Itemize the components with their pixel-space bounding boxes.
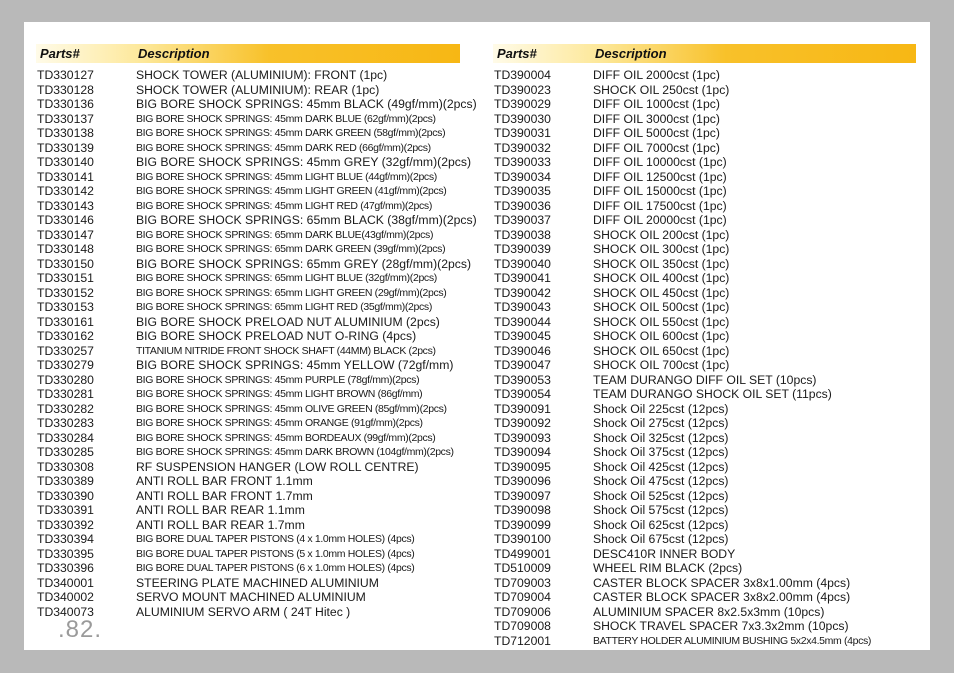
part-number: TD390094 bbox=[494, 445, 551, 459]
part-description: WHEEL RIM BLACK (2pcs) bbox=[593, 561, 743, 575]
parts-table-left bbox=[36, 44, 477, 619]
table-row bbox=[36, 83, 460, 98]
part-description: BIG BORE SHOCK SPRINGS: 65mm LIGHT BLUE (32gf/mm)(2pcs) bbox=[136, 272, 437, 284]
part-description: BIG BORE SHOCK SPRINGS: 45mm ORANGE (91gf/mm)(2pcs) bbox=[136, 417, 423, 429]
part-number: TD330279 bbox=[37, 358, 94, 372]
part-number: TD390046 bbox=[494, 343, 551, 358]
part-description: Shock Oil 425cst (12pcs) bbox=[593, 459, 729, 474]
table-row bbox=[36, 286, 460, 301]
part-description: DIFF OIL 1000cst (1pc) bbox=[593, 97, 720, 111]
part-number: TD510009 bbox=[494, 561, 551, 575]
part-number: TD330396 bbox=[37, 561, 94, 575]
part-number: TD499001 bbox=[494, 546, 551, 561]
part-description: DIFF OIL 12500cst (1pc) bbox=[593, 169, 727, 184]
part-number: TD390036 bbox=[494, 198, 551, 213]
table-row bbox=[36, 590, 460, 605]
part-description: BIG BORE SHOCK SPRINGS: 45mm DARK BLUE (62gf/mm)(2pcs) bbox=[136, 112, 436, 125]
part-number: TD390043 bbox=[494, 300, 551, 314]
table-row bbox=[36, 561, 460, 576]
part-description: DIFF OIL 2000cst (1pc) bbox=[593, 68, 720, 82]
part-number: TD390097 bbox=[494, 488, 551, 503]
part-number: TD390100 bbox=[494, 532, 551, 546]
part-number: TD390098 bbox=[494, 503, 551, 517]
part-number: TD330281 bbox=[37, 387, 94, 401]
table-row bbox=[493, 605, 930, 620]
part-description: SHOCK OIL 450cst (1pc) bbox=[593, 285, 730, 300]
part-number: TD709003 bbox=[494, 575, 551, 590]
part-description: Shock Oil 675cst (12pcs) bbox=[593, 532, 729, 546]
page-number: .82. bbox=[58, 616, 103, 643]
table-row bbox=[493, 561, 930, 576]
table-row bbox=[493, 590, 930, 605]
part-description: BIG BORE SHOCK SPRINGS: 65mm DARK GREEN (39gf/mm)(2pcs) bbox=[136, 243, 446, 255]
header-parts-label: Parts# bbox=[497, 46, 537, 61]
part-description: ANTI ROLL BAR FRONT 1.1mm bbox=[136, 474, 313, 488]
part-description: SHOCK OIL 200cst (1pc) bbox=[593, 227, 730, 242]
table-row bbox=[493, 547, 930, 562]
part-number: TD330283 bbox=[37, 416, 94, 430]
part-number: TD330392 bbox=[37, 517, 94, 532]
part-description: Shock Oil 275cst (12pcs) bbox=[593, 416, 729, 430]
table-row bbox=[36, 228, 460, 243]
part-description: DIFF OIL 5000cst (1pc) bbox=[593, 126, 720, 140]
table-row bbox=[493, 315, 930, 330]
part-number: TD340001 bbox=[37, 575, 94, 590]
part-description: BIG BORE SHOCK SPRINGS: 65mm LIGHT GREEN (29gf/mm)(2pcs) bbox=[136, 286, 447, 299]
table-row bbox=[493, 619, 930, 634]
part-number: TD390099 bbox=[494, 517, 551, 532]
part-description: BIG BORE DUAL TAPER PISTONS (5 x 1.0mm HOLES) (4pcs) bbox=[136, 547, 415, 560]
parts-list-right bbox=[493, 68, 930, 648]
part-description: STEERING PLATE MACHINED ALUMINIUM bbox=[136, 575, 379, 590]
part-description: CASTER BLOCK SPACER 3x8x2.00mm (4pcs) bbox=[593, 590, 851, 604]
part-number: TD330152 bbox=[37, 285, 94, 300]
table-row bbox=[36, 126, 460, 141]
part-description: DIFF OIL 17500cst (1pc) bbox=[593, 198, 727, 213]
table-header bbox=[36, 44, 460, 63]
table-row bbox=[36, 489, 460, 504]
part-description: BIG BORE SHOCK SPRINGS: 45mm DARK RED (66gf/mm)(2pcs) bbox=[136, 141, 431, 154]
part-number: TD330151 bbox=[37, 271, 94, 285]
part-description: SHOCK OIL 500cst (1pc) bbox=[593, 300, 730, 314]
part-description: SHOCK TOWER (ALUMINIUM): REAR (1pc) bbox=[136, 82, 380, 97]
table-row bbox=[36, 445, 460, 460]
part-number: TD390042 bbox=[494, 285, 551, 300]
part-number: TD330394 bbox=[37, 532, 94, 546]
part-number: TD390041 bbox=[494, 271, 551, 285]
table-row bbox=[36, 300, 460, 315]
part-description: Shock Oil 225cst (12pcs) bbox=[593, 401, 729, 416]
table-row bbox=[493, 97, 930, 112]
part-description: ALUMINIUM SERVO ARM ( 24T Hitec ) bbox=[136, 604, 351, 619]
part-number: TD390030 bbox=[494, 111, 551, 126]
table-row bbox=[36, 170, 460, 185]
part-description: Shock Oil 575cst (12pcs) bbox=[593, 503, 729, 517]
part-description: BIG BORE SHOCK PRELOAD NUT ALUMINIUM (2pcs) bbox=[136, 314, 440, 329]
part-description: BIG BORE SHOCK SPRINGS: 45mm DARK GREEN (58gf/mm)(2pcs) bbox=[136, 127, 446, 139]
parts-table-right bbox=[493, 44, 930, 648]
part-description: BIG BORE SHOCK SPRINGS: 45mm BLACK (49gf/mm)(2pcs) bbox=[136, 97, 477, 111]
part-number: TD330136 bbox=[37, 97, 94, 111]
part-description: TEAM DURANGO SHOCK OIL SET (11pcs) bbox=[593, 387, 832, 401]
part-number: TD330139 bbox=[37, 140, 94, 155]
table-row bbox=[36, 271, 460, 286]
table-row bbox=[36, 68, 460, 83]
part-description: SHOCK OIL 350cst (1pc) bbox=[593, 256, 730, 271]
part-number: TD330162 bbox=[37, 329, 94, 343]
table-row bbox=[493, 199, 930, 214]
part-number: TD330143 bbox=[37, 198, 94, 213]
part-number: TD340002 bbox=[37, 590, 94, 604]
table-row bbox=[493, 184, 930, 199]
part-number: TD712001 bbox=[494, 633, 551, 648]
header-description-label: Description bbox=[595, 46, 667, 61]
part-number: TD709004 bbox=[494, 590, 551, 604]
table-row bbox=[36, 329, 460, 344]
table-row bbox=[493, 503, 930, 518]
part-description: TEAM DURANGO DIFF OIL SET (10pcs) bbox=[593, 372, 817, 387]
part-number: TD390091 bbox=[494, 401, 551, 416]
table-row bbox=[493, 271, 930, 286]
table-row bbox=[36, 373, 460, 388]
part-number: TD330148 bbox=[37, 242, 94, 256]
part-description: BIG BORE SHOCK SPRINGS: 45mm OLIVE GREEN (85gf/mm)(2pcs) bbox=[136, 402, 447, 415]
part-description: SHOCK OIL 250cst (1pc) bbox=[593, 82, 730, 97]
header-parts-label: Parts# bbox=[40, 46, 80, 61]
table-row bbox=[493, 155, 930, 170]
part-number: TD390054 bbox=[494, 387, 551, 401]
part-number: TD330141 bbox=[37, 169, 94, 184]
table-row bbox=[36, 199, 460, 214]
part-number: TD390031 bbox=[494, 126, 551, 140]
part-description: BIG BORE SHOCK SPRINGS: 65mm BLACK (38gf/mm)(2pcs) bbox=[136, 213, 477, 227]
table-row bbox=[493, 141, 930, 156]
table-row bbox=[493, 373, 930, 388]
part-description: BIG BORE SHOCK SPRINGS: 45mm YELLOW (72gf/mm) bbox=[136, 358, 454, 372]
table-row bbox=[36, 112, 460, 127]
part-number: TD330127 bbox=[37, 68, 94, 82]
table-row bbox=[36, 141, 460, 156]
part-number: TD330153 bbox=[37, 300, 94, 314]
table-row bbox=[493, 126, 930, 141]
part-number: TD330146 bbox=[37, 213, 94, 227]
header-description-label: Description bbox=[138, 46, 210, 61]
part-description: ANTI ROLL BAR FRONT 1.7mm bbox=[136, 488, 313, 503]
table-row bbox=[493, 634, 930, 649]
part-description: BIG BORE SHOCK SPRINGS: 45mm BORDEAUX (99gf/mm)(2pcs) bbox=[136, 431, 436, 444]
part-number: TD390038 bbox=[494, 227, 551, 242]
table-row bbox=[493, 460, 930, 475]
part-description: DIFF OIL 20000cst (1pc) bbox=[593, 213, 727, 227]
table-row bbox=[493, 344, 930, 359]
part-number: TD390037 bbox=[494, 213, 551, 227]
part-number: TD390034 bbox=[494, 169, 551, 184]
table-row bbox=[493, 518, 930, 533]
part-description: DIFF OIL 15000cst (1pc) bbox=[593, 184, 727, 198]
part-number: TD390004 bbox=[494, 68, 551, 82]
table-row bbox=[493, 402, 930, 417]
table-row bbox=[493, 532, 930, 547]
part-description: ANTI ROLL BAR REAR 1.7mm bbox=[136, 517, 305, 532]
part-description: DIFF OIL 10000cst (1pc) bbox=[593, 155, 727, 169]
part-description: BIG BORE DUAL TAPER PISTONS (4 x 1.0mm HOLES) (4pcs) bbox=[136, 533, 415, 545]
part-description: BIG BORE SHOCK SPRINGS: 45mm LIGHT BROWN (86gf/mm) bbox=[136, 388, 423, 400]
part-description: SHOCK OIL 650cst (1pc) bbox=[593, 343, 730, 358]
part-description: BIG BORE SHOCK SPRINGS: 45mm GREY (32gf/mm)(2pcs) bbox=[136, 155, 472, 169]
table-row bbox=[493, 300, 930, 315]
part-description: BIG BORE SHOCK SPRINGS: 45mm LIGHT GREEN (41gf/mm)(2pcs) bbox=[136, 185, 447, 197]
part-number: TD390044 bbox=[494, 314, 551, 329]
table-row bbox=[493, 213, 930, 228]
part-number: TD709008 bbox=[494, 619, 551, 633]
part-number: TD390032 bbox=[494, 140, 551, 155]
part-number: TD390045 bbox=[494, 329, 551, 343]
part-number: TD330280 bbox=[37, 372, 94, 387]
table-row bbox=[493, 576, 930, 591]
part-number: TD390033 bbox=[494, 155, 551, 169]
table-row bbox=[36, 256, 472, 272]
part-number: TD330282 bbox=[37, 401, 94, 416]
table-row bbox=[493, 387, 930, 402]
table-row bbox=[36, 532, 460, 547]
table-row bbox=[36, 402, 460, 417]
part-number: TD330140 bbox=[37, 155, 94, 169]
part-description: SHOCK OIL 400cst (1pc) bbox=[593, 271, 730, 285]
part-description: DIFF OIL 7000cst (1pc) bbox=[593, 140, 720, 155]
part-number: TD330308 bbox=[37, 459, 94, 474]
part-number: TD330395 bbox=[37, 546, 94, 561]
part-description: BIG BORE SHOCK SPRINGS: 65mm LIGHT RED (35gf/mm)(2pcs) bbox=[136, 301, 432, 313]
part-number: TD330150 bbox=[37, 256, 94, 271]
table-row bbox=[493, 112, 930, 127]
part-number: TD340073 bbox=[37, 604, 94, 619]
table-row bbox=[36, 518, 460, 533]
table-row bbox=[493, 257, 930, 272]
part-description: DIFF OIL 3000cst (1pc) bbox=[593, 111, 720, 126]
table-row bbox=[36, 503, 460, 518]
table-row bbox=[493, 170, 930, 185]
part-number: TD330391 bbox=[37, 503, 94, 517]
part-description: BIG BORE SHOCK PRELOAD NUT O-RING (4pcs) bbox=[136, 329, 417, 343]
part-number: TD390096 bbox=[494, 474, 551, 488]
table-row bbox=[36, 431, 460, 446]
part-number: TD330137 bbox=[37, 111, 94, 126]
table-row bbox=[493, 358, 930, 373]
table-row bbox=[36, 97, 477, 112]
table-row bbox=[493, 489, 930, 504]
table-row bbox=[493, 68, 930, 83]
part-number: TD330142 bbox=[37, 184, 94, 198]
part-number: TD390029 bbox=[494, 97, 551, 111]
part-description: SHOCK TOWER (ALUMINIUM): FRONT (1pc) bbox=[136, 68, 388, 82]
part-description: BIG BORE SHOCK SPRINGS: 45mm DARK BROWN (104gf/mm)(2pcs) bbox=[136, 446, 454, 458]
part-description: TITANIUM NITRIDE FRONT SHOCK SHAFT (44MM) BLACK (2pcs) bbox=[136, 344, 436, 357]
part-number: TD330138 bbox=[37, 126, 94, 140]
table-row bbox=[493, 242, 930, 257]
table-header bbox=[493, 44, 916, 63]
table-row bbox=[493, 83, 930, 98]
part-number: TD390035 bbox=[494, 184, 551, 198]
part-description: RF SUSPENSION HANGER (LOW ROLL CENTRE) bbox=[136, 459, 419, 474]
table-row bbox=[36, 547, 460, 562]
part-number: TD330389 bbox=[37, 474, 94, 488]
part-number: TD390093 bbox=[494, 430, 551, 445]
table-row bbox=[36, 460, 460, 475]
part-number: TD390095 bbox=[494, 459, 551, 474]
part-number: TD330284 bbox=[37, 430, 94, 445]
part-description: BIG BORE SHOCK SPRINGS: 45mm PURPLE (78gf/mm)(2pcs) bbox=[136, 373, 420, 386]
part-number: TD330257 bbox=[37, 343, 94, 358]
part-description: SERVO MOUNT MACHINED ALUMINIUM bbox=[136, 590, 366, 604]
table-row bbox=[36, 387, 460, 402]
table-row bbox=[36, 344, 460, 359]
part-description: DESC410R INNER BODY bbox=[593, 546, 736, 561]
part-description: SHOCK OIL 700cst (1pc) bbox=[593, 358, 730, 372]
part-description: BIG BORE SHOCK SPRINGS: 45mm LIGHT RED (47gf/mm)(2pcs) bbox=[136, 199, 432, 212]
part-description: ANTI ROLL BAR REAR 1.1mm bbox=[136, 503, 305, 517]
part-description: BIG BORE DUAL TAPER PISTONS (6 x 1.0mm HOLES) (4pcs) bbox=[136, 562, 415, 574]
table-row bbox=[493, 228, 930, 243]
part-description: BATTERY HOLDER ALUMINIUM BUSHING 5x2x4.5mm (4pcs) bbox=[593, 634, 872, 647]
part-description: BIG BORE SHOCK SPRINGS: 45mm LIGHT BLUE (44gf/mm)(2pcs) bbox=[136, 170, 437, 183]
table-row bbox=[493, 445, 930, 460]
catalog-page bbox=[24, 22, 930, 650]
table-row bbox=[493, 329, 930, 344]
part-number: TD330161 bbox=[37, 314, 94, 329]
part-number: TD390023 bbox=[494, 82, 551, 97]
part-description: Shock Oil 525cst (12pcs) bbox=[593, 488, 729, 503]
table-row bbox=[493, 286, 930, 301]
table-row bbox=[36, 155, 472, 170]
table-row bbox=[36, 416, 460, 431]
part-description: SHOCK OIL 300cst (1pc) bbox=[593, 242, 730, 256]
part-number: TD330390 bbox=[37, 488, 94, 503]
part-description: CASTER BLOCK SPACER 3x8x1.00mm (4pcs) bbox=[593, 575, 851, 590]
part-number: TD330285 bbox=[37, 445, 94, 459]
table-row bbox=[493, 474, 930, 489]
part-description: SHOCK OIL 550cst (1pc) bbox=[593, 314, 730, 329]
part-description: Shock Oil 625cst (12pcs) bbox=[593, 517, 729, 532]
table-row bbox=[36, 358, 460, 373]
part-number: TD390040 bbox=[494, 256, 551, 271]
table-row bbox=[36, 315, 460, 330]
part-description: BIG BORE SHOCK SPRINGS: 65mm DARK BLUE(43gf/mm)(2pcs) bbox=[136, 228, 434, 241]
part-description: SHOCK OIL 600cst (1pc) bbox=[593, 329, 730, 343]
table-row bbox=[36, 242, 460, 257]
table-row bbox=[493, 416, 930, 431]
part-description: Shock Oil 475cst (12pcs) bbox=[593, 474, 729, 488]
part-number: TD390047 bbox=[494, 358, 551, 372]
part-description: BIG BORE SHOCK SPRINGS: 65mm GREY (28gf/mm)(2pcs) bbox=[136, 256, 472, 271]
parts-list-left bbox=[36, 68, 477, 619]
table-row bbox=[36, 213, 477, 228]
part-number: TD390092 bbox=[494, 416, 551, 430]
part-description: Shock Oil 325cst (12pcs) bbox=[593, 430, 729, 445]
table-row bbox=[493, 431, 930, 446]
part-number: TD330147 bbox=[37, 227, 94, 242]
part-number: TD330128 bbox=[37, 82, 94, 97]
table-row bbox=[36, 474, 460, 489]
part-description: Shock Oil 375cst (12pcs) bbox=[593, 445, 729, 459]
part-description: SHOCK TRAVEL SPACER 7x3.3x2mm (10pcs) bbox=[593, 619, 849, 633]
part-description: ALUMINIUM SPACER 8x2.5x3mm (10pcs) bbox=[593, 604, 825, 619]
part-number: TD709006 bbox=[494, 604, 551, 619]
part-number: TD390039 bbox=[494, 242, 551, 256]
table-row bbox=[36, 576, 460, 591]
part-number: TD390053 bbox=[494, 372, 551, 387]
table-row bbox=[36, 184, 460, 199]
